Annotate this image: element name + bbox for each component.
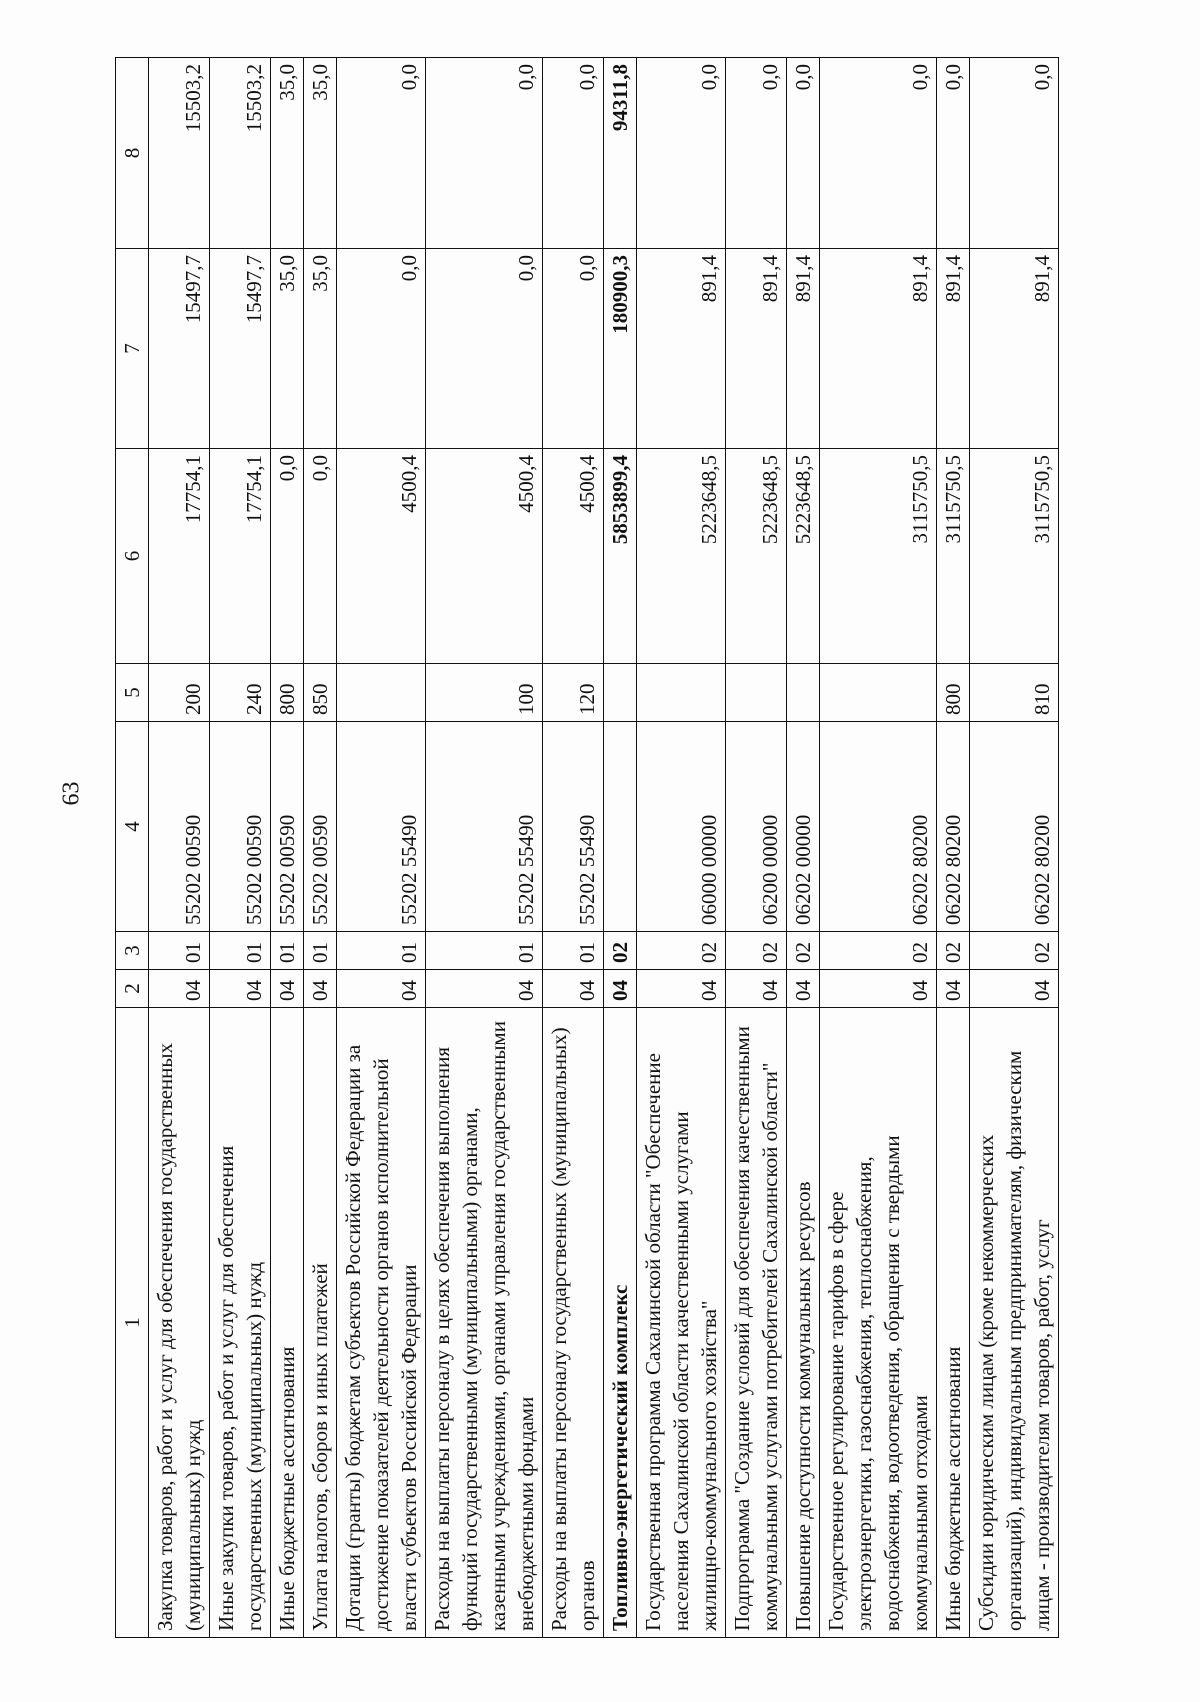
- subsection-code-cell: 01: [337, 932, 426, 970]
- expense-type-cell: 100: [426, 664, 543, 722]
- table-row: [271, 58, 304, 1638]
- amount-col7-cell: 15497,7: [149, 249, 210, 449]
- amount-col7-cell: 891,4: [820, 249, 937, 449]
- expense-type-cell: 240: [210, 664, 271, 722]
- section-code-cell: 04: [637, 970, 726, 1008]
- amount-col6-cell: 5223648,5: [787, 449, 820, 664]
- target-article-cell: 55202 55490: [543, 722, 604, 932]
- expense-type-cell: 800: [937, 664, 970, 722]
- amount-col7-cell: 891,4: [787, 249, 820, 449]
- subsection-code-cell: 01: [543, 932, 604, 970]
- table-row: [637, 58, 726, 1638]
- subsection-code-cell: 01: [271, 932, 304, 970]
- target-article-cell: 06202 80200: [820, 722, 937, 932]
- table-row: [820, 58, 937, 1638]
- amount-col6-cell: 5853899,4: [604, 449, 637, 664]
- expense-type-cell: [787, 664, 820, 722]
- target-article-cell: 06000 00000: [637, 722, 726, 932]
- subsection-code-cell: 02: [637, 932, 726, 970]
- table-row: [787, 58, 820, 1638]
- header-cell: 4: [116, 722, 149, 932]
- subsection-code-cell: 02: [726, 932, 787, 970]
- amount-col6-cell: 17754,1: [149, 449, 210, 664]
- header-cell: 3: [116, 932, 149, 970]
- amount-col6-cell: 3115750,5: [937, 449, 970, 664]
- expense-type-cell: [637, 664, 726, 722]
- table-row: [726, 58, 787, 1638]
- amount-col7-cell: 35,0: [304, 249, 337, 449]
- target-article-cell: 55202 00590: [304, 722, 337, 932]
- target-article-cell: [604, 722, 637, 932]
- table-row: [937, 58, 970, 1638]
- row-name-cell: Субсидии юридическим лицам (кроме некоммерческих организаций), индивидуальным предпринимателям, физическим лицам - производителям товаров, работ, услуг: [970, 1008, 1059, 1638]
- row-name-cell: Дотации (гранты) бюджетам субъектов Российской Федерации за достижение показателей деятельности органов исполнительной власти субъектов Российской Федерации: [337, 1008, 426, 1638]
- amount-col6-cell: 3115750,5: [970, 449, 1059, 664]
- table-row: [337, 58, 426, 1638]
- row-name-cell: Государственная программа Сахалинской области "Обеспечение населения Сахалинской области качественными услугами жилищно-коммунального хозяйства": [637, 1008, 726, 1638]
- amount-col7-cell: 891,4: [937, 249, 970, 449]
- section-code-cell: 04: [787, 970, 820, 1008]
- amount-col6-cell: 17754,1: [210, 449, 271, 664]
- target-article-cell: 55202 00590: [271, 722, 304, 932]
- amount-col8-cell: 0,0: [426, 58, 543, 249]
- amount-col7-cell: 891,4: [970, 249, 1059, 449]
- section-code-cell: 04: [970, 970, 1059, 1008]
- section-code-cell: 04: [426, 970, 543, 1008]
- row-name-cell: Расходы на выплаты персоналу в целях обеспечения выполнения функций государственными (муниципальными) органами, казенными учреждениями, органами управления государственными внебюджетными фондами: [426, 1008, 543, 1638]
- section-code-cell: 04: [726, 970, 787, 1008]
- amount-col8-cell: 0,0: [726, 58, 787, 249]
- subsection-code-cell: 02: [937, 932, 970, 970]
- amount-col8-cell: 0,0: [937, 58, 970, 249]
- table-row: [304, 58, 337, 1638]
- amount-col8-cell: 0,0: [337, 58, 426, 249]
- amount-col8-cell: 35,0: [271, 58, 304, 249]
- target-article-cell: 55202 55490: [337, 722, 426, 932]
- header-cell: 1: [116, 1008, 149, 1638]
- budget-table: [115, 57, 1059, 1638]
- section-code-cell: 04: [604, 970, 637, 1008]
- section-code-cell: 04: [271, 970, 304, 1008]
- subsection-code-cell: 02: [970, 932, 1059, 970]
- row-name-cell: Повышение доступности коммунальных ресурсов: [787, 1008, 820, 1638]
- rotated-table-container: [115, 58, 1075, 1638]
- section-code-cell: 04: [937, 970, 970, 1008]
- target-article-cell: 06202 80200: [970, 722, 1059, 932]
- header-cell: 5: [116, 664, 149, 722]
- amount-col6-cell: 3115750,5: [820, 449, 937, 664]
- row-name-cell: Топливно-энергетический комплекс: [604, 1008, 637, 1638]
- expense-type-cell: 120: [543, 664, 604, 722]
- target-article-cell: 06202 00000: [787, 722, 820, 932]
- amount-col8-cell: 15503,2: [210, 58, 271, 249]
- amount-col6-cell: 5223648,5: [637, 449, 726, 664]
- section-code-cell: 04: [543, 970, 604, 1008]
- amount-col6-cell: 0,0: [304, 449, 337, 664]
- subsection-code-cell: 01: [426, 932, 543, 970]
- amount-col7-cell: 0,0: [426, 249, 543, 449]
- section-code-cell: 04: [820, 970, 937, 1008]
- expense-type-cell: [337, 664, 426, 722]
- row-name-cell: Уплата налогов, сборов и иных платежей: [304, 1008, 337, 1638]
- amount-col7-cell: 180900,3: [604, 249, 637, 449]
- amount-col8-cell: 94311,8: [604, 58, 637, 249]
- table-row: [970, 58, 1059, 1638]
- amount-col8-cell: 0,0: [637, 58, 726, 249]
- header-cell: 6: [116, 449, 149, 664]
- table-row: [210, 58, 271, 1638]
- amount-col6-cell: 0,0: [271, 449, 304, 664]
- subsection-code-cell: 01: [304, 932, 337, 970]
- expense-type-cell: [604, 664, 637, 722]
- row-name-cell: Государственное регулирование тарифов в сфере электроэнергетики, газоснабжения, теплоснабжения, водоснабжения, водоотведения, обращения с твердыми коммунальными отходами: [820, 1008, 937, 1638]
- expense-type-cell: 800: [271, 664, 304, 722]
- target-article-cell: 06200 00000: [726, 722, 787, 932]
- section-code-cell: 04: [149, 970, 210, 1008]
- row-name-cell: Расходы на выплаты персоналу государственных (муниципальных) органов: [543, 1008, 604, 1638]
- section-code-cell: 04: [210, 970, 271, 1008]
- amount-col8-cell: 0,0: [787, 58, 820, 249]
- expense-type-cell: [726, 664, 787, 722]
- row-name-cell: Закупка товаров, работ и услуг для обеспечения государственных (муниципальных) нужд: [149, 1008, 210, 1638]
- header-cell: 8: [116, 58, 149, 249]
- amount-col8-cell: 0,0: [543, 58, 604, 249]
- amount-col6-cell: 4500,4: [426, 449, 543, 664]
- expense-type-cell: 810: [970, 664, 1059, 722]
- table-row: [604, 58, 637, 1638]
- page-number: 63: [58, 781, 85, 806]
- header-cell: 7: [116, 249, 149, 449]
- amount-col8-cell: 0,0: [820, 58, 937, 249]
- subsection-code-cell: 02: [820, 932, 937, 970]
- row-name-cell: Подпрограмма "Создание условий для обеспечения качественными коммунальными услугами потребителей Сахалинской области": [726, 1008, 787, 1638]
- amount-col8-cell: 0,0: [970, 58, 1059, 249]
- expense-type-cell: [820, 664, 937, 722]
- section-code-cell: 04: [337, 970, 426, 1008]
- amount-col7-cell: 0,0: [337, 249, 426, 449]
- table-row: [426, 58, 543, 1638]
- amount-col7-cell: 891,4: [726, 249, 787, 449]
- subsection-code-cell: 02: [787, 932, 820, 970]
- subsection-code-cell: 01: [210, 932, 271, 970]
- amount-col7-cell: 891,4: [637, 249, 726, 449]
- target-article-cell: 55202 55490: [426, 722, 543, 932]
- amount-col7-cell: 0,0: [543, 249, 604, 449]
- target-article-cell: 55202 00590: [149, 722, 210, 932]
- amount-col8-cell: 35,0: [304, 58, 337, 249]
- amount-col6-cell: 4500,4: [337, 449, 426, 664]
- expense-type-cell: 200: [149, 664, 210, 722]
- amount-col8-cell: 15503,2: [149, 58, 210, 249]
- subsection-code-cell: 02: [604, 932, 637, 970]
- header-cell: 2: [116, 970, 149, 1008]
- row-name-cell: Иные закупки товаров, работ и услуг для обеспечения государственных (муниципальных) нужд: [210, 1008, 271, 1638]
- amount-col6-cell: 4500,4: [543, 449, 604, 664]
- amount-col7-cell: 15497,7: [210, 249, 271, 449]
- amount-col6-cell: 5223648,5: [726, 449, 787, 664]
- row-name-cell: Иные бюджетные ассигнования: [271, 1008, 304, 1638]
- subsection-code-cell: 01: [149, 932, 210, 970]
- table-row: [149, 58, 210, 1638]
- header-row: [116, 58, 149, 1638]
- target-article-cell: 06202 80200: [937, 722, 970, 932]
- target-article-cell: 55202 00590: [210, 722, 271, 932]
- section-code-cell: 04: [304, 970, 337, 1008]
- expense-type-cell: 850: [304, 664, 337, 722]
- amount-col7-cell: 35,0: [271, 249, 304, 449]
- row-name-cell: Иные бюджетные ассигнования: [937, 1008, 970, 1638]
- table-row: [543, 58, 604, 1638]
